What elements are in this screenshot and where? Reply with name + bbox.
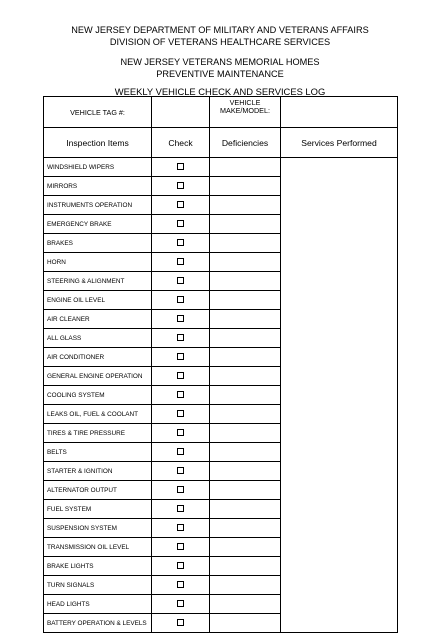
check-cell — [152, 481, 210, 500]
inspection-item-label: ALTERNATOR OUTPUT — [44, 481, 152, 500]
check-cell — [152, 234, 210, 253]
inspection-item-label: AIR CONDITIONER — [44, 348, 152, 367]
check-cell — [152, 595, 210, 614]
deficiencies-field[interactable] — [210, 538, 281, 557]
inspection-item-label: GENERAL ENGINE OPERATION — [44, 367, 152, 386]
checkbox[interactable] — [177, 277, 184, 284]
check-cell — [152, 348, 210, 367]
deficiencies-field[interactable] — [210, 462, 281, 481]
column-header-row — [44, 128, 398, 158]
check-cell — [152, 519, 210, 538]
deficiencies-field[interactable] — [210, 272, 281, 291]
check-cell — [152, 424, 210, 443]
inspection-item-label: SUSPENSION SYSTEM — [44, 519, 152, 538]
deficiencies-field[interactable] — [210, 177, 281, 196]
check-cell — [152, 500, 210, 519]
checkbox[interactable] — [177, 372, 184, 379]
inspection-item-label: ALL GLASS — [44, 329, 152, 348]
log-title: WEEKLY VEHICLE CHECK AND SERVICES LOG — [114, 86, 326, 97]
deficiencies-field[interactable] — [210, 348, 281, 367]
checkbox[interactable] — [177, 353, 184, 360]
checkbox[interactable] — [177, 258, 184, 265]
check-cell — [152, 196, 210, 215]
deficiencies-field[interactable] — [210, 443, 281, 462]
deficiencies-field[interactable] — [210, 519, 281, 538]
deficiencies-field[interactable] — [210, 367, 281, 386]
deficiencies-field[interactable] — [210, 557, 281, 576]
inspection-item-label: STEERING & ALIGNMENT — [44, 272, 152, 291]
checkbox[interactable] — [177, 391, 184, 398]
division-name: DIVISION OF VETERANS HEALTHCARE SERVICES — [109, 36, 331, 47]
check-cell — [152, 462, 210, 481]
check-cell — [152, 291, 210, 310]
services-performed-field[interactable] — [281, 158, 398, 633]
deficiencies-field[interactable] — [210, 158, 281, 177]
agency-name: NEW JERSEY DEPARTMENT OF MILITARY AND VETERANS AFFAIRS — [71, 25, 369, 35]
checkbox[interactable] — [177, 220, 184, 227]
checkbox[interactable] — [177, 543, 184, 550]
check-cell — [152, 557, 210, 576]
inspection-item-label: BRAKE LIGHTS — [44, 557, 152, 576]
agency-header — [0, 25, 440, 48]
inspection-item-label: MIRRORS — [44, 177, 152, 196]
check-cell — [152, 614, 210, 633]
check-cell — [152, 272, 210, 291]
inspection-item-label: BELTS — [44, 443, 152, 462]
checkbox[interactable] — [177, 410, 184, 417]
checkbox[interactable] — [177, 296, 184, 303]
deficiencies-field[interactable] — [210, 291, 281, 310]
checkbox[interactable] — [177, 486, 184, 493]
deficiencies-field[interactable] — [210, 310, 281, 329]
inspection-item-label: TIRES & TIRE PRESSURE — [44, 424, 152, 443]
facility-name: NEW JERSEY VETERANS MEMORIAL HOMES — [120, 57, 320, 67]
deficiencies-field[interactable] — [210, 424, 281, 443]
checkbox[interactable] — [177, 600, 184, 607]
checkbox[interactable] — [177, 562, 184, 569]
checkbox[interactable] — [177, 429, 184, 436]
check-header: Check — [152, 128, 210, 158]
inspection-item-label: FUEL SYSTEM — [44, 500, 152, 519]
checkbox[interactable] — [177, 505, 184, 512]
vehicle-make-field[interactable] — [281, 97, 398, 128]
check-cell — [152, 576, 210, 595]
deficiencies-field[interactable] — [210, 595, 281, 614]
checkbox[interactable] — [177, 315, 184, 322]
facility-header — [0, 57, 440, 80]
inspection-item-label: BRAKES — [44, 234, 152, 253]
program-name: PREVENTIVE MAINTENANCE — [156, 68, 284, 79]
checkbox[interactable] — [177, 163, 184, 170]
inspection-item-label: AIR CLEANER — [44, 310, 152, 329]
vehicle-check-table — [43, 96, 398, 633]
check-cell — [152, 310, 210, 329]
inspection-item-label: TURN SIGNALS — [44, 576, 152, 595]
deficiencies-field[interactable] — [210, 614, 281, 633]
deficiencies-field[interactable] — [210, 196, 281, 215]
check-cell — [152, 386, 210, 405]
inspection-item-label: COOLING SYSTEM — [44, 386, 152, 405]
inspection-item-label: ENGINE OIL LEVEL — [44, 291, 152, 310]
deficiencies-field[interactable] — [210, 500, 281, 519]
vehicle-make-label: VEHICLE MAKE/MODEL: — [210, 97, 281, 128]
checkbox[interactable] — [177, 619, 184, 626]
check-cell — [152, 329, 210, 348]
checkbox[interactable] — [177, 239, 184, 246]
inspection-item-label: EMERGENCY BRAKE — [44, 215, 152, 234]
checkbox[interactable] — [177, 448, 184, 455]
inspection-items-header: Inspection Items — [44, 128, 152, 158]
inspection-item-label: STARTER & IGNITION — [44, 462, 152, 481]
check-cell — [152, 367, 210, 386]
deficiencies-field[interactable] — [210, 481, 281, 500]
checkbox[interactable] — [177, 581, 184, 588]
checkbox[interactable] — [177, 182, 184, 189]
table-row — [44, 158, 398, 177]
deficiencies-field[interactable] — [210, 405, 281, 424]
check-cell — [152, 253, 210, 272]
check-cell — [152, 405, 210, 424]
deficiencies-field[interactable] — [210, 329, 281, 348]
check-cell — [152, 538, 210, 557]
deficiencies-field[interactable] — [210, 253, 281, 272]
deficiencies-field[interactable] — [210, 386, 281, 405]
deficiencies-header: Deficiencies — [210, 128, 281, 158]
services-performed-header: Services Performed — [281, 128, 398, 158]
inspection-item-label: WINDSHIELD WIPERS — [44, 158, 152, 177]
inspection-item-label: BATTERY OPERATION & LEVELS — [44, 614, 152, 633]
vehicle-info-row — [44, 97, 398, 128]
checkbox[interactable] — [177, 524, 184, 531]
checkbox[interactable] — [177, 334, 184, 341]
check-cell — [152, 215, 210, 234]
inspection-item-label: INSTRUMENTS OPERATION — [44, 196, 152, 215]
deficiencies-field[interactable] — [210, 576, 281, 595]
deficiencies-field[interactable] — [210, 215, 281, 234]
vehicle-tag-field[interactable] — [152, 97, 210, 128]
inspection-item-label: LEAKS OIL, FUEL & COOLANT — [44, 405, 152, 424]
checkbox[interactable] — [177, 201, 184, 208]
inspection-item-label: HORN — [44, 253, 152, 272]
inspection-item-label: HEAD LIGHTS — [44, 595, 152, 614]
deficiencies-field[interactable] — [210, 234, 281, 253]
check-cell — [152, 158, 210, 177]
checkbox[interactable] — [177, 467, 184, 474]
check-cell — [152, 443, 210, 462]
vehicle-tag-label: VEHICLE TAG #: — [44, 97, 152, 128]
inspection-item-label: TRANSMISSION OIL LEVEL — [44, 538, 152, 557]
check-cell — [152, 177, 210, 196]
